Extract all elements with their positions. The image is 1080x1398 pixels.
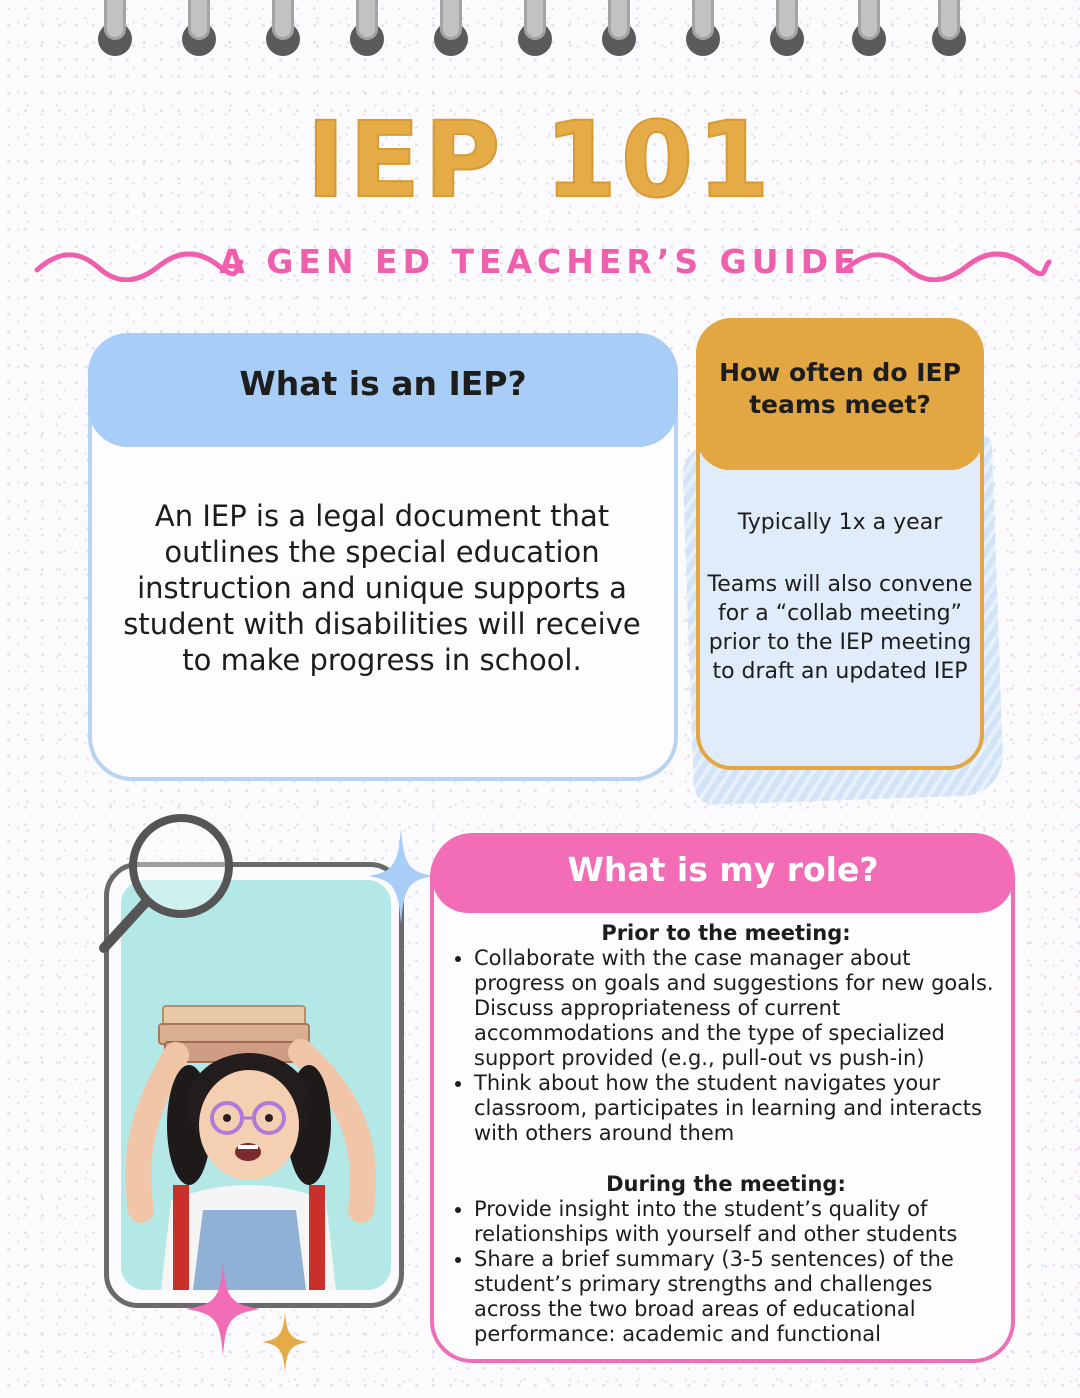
page-title: IEP 101 — [306, 99, 774, 221]
spiral-ring — [932, 0, 966, 54]
sparkle-icon-gold — [262, 1312, 308, 1372]
my-role-heading: What is my role? — [567, 850, 879, 889]
magnifying-glass-icon — [86, 808, 246, 978]
spiral-ring — [182, 0, 216, 54]
spiral-ring — [686, 0, 720, 54]
what-is-iep-body: An IEP is a legal document that outlines the special education instruction and unique supports a student with disabilities will receive to make progress in school. — [123, 499, 641, 677]
how-often-heading: How often do IEP teams meet? — [719, 358, 961, 419]
spiral-ring — [434, 0, 468, 54]
prior-item: • Think about how the student navigates your classroom, participates in learning and interacts with others around them — [474, 1071, 1006, 1146]
prior-section — [446, 921, 1006, 1146]
spiral-ring — [350, 0, 384, 54]
spiral-ring — [602, 0, 636, 54]
prior-heading: Prior to the meeting: — [601, 921, 851, 945]
what-is-iep-heading: What is an IEP? — [239, 364, 527, 403]
page-subtitle: A GEN ED TEACHER’S GUIDE — [219, 242, 861, 281]
during-item: • Provide insight into the student’s quality of relationships with yourself and other students — [474, 1197, 1006, 1247]
during-section — [446, 1172, 1006, 1347]
spiral-ring — [266, 0, 300, 54]
spiral-ring — [98, 0, 132, 54]
spiral-ring — [518, 0, 552, 54]
how-often-details: Teams will also convene for a “collab meeting” prior to the IEP meeting to draft an updated IEP — [707, 572, 973, 684]
how-often-frequency: Typically 1x a year — [737, 510, 943, 535]
sparkle-icon-blue — [368, 828, 434, 924]
sparkle-icon-pink — [186, 1262, 260, 1356]
spiral-ring — [770, 0, 804, 54]
during-item: • Share a brief summary (3-5 sentences) of the student’s primary strengths and challenges across the two broad areas of educational performance: academic and functional — [474, 1247, 1006, 1347]
spiral-ring — [852, 0, 886, 54]
during-heading: During the meeting: — [606, 1172, 846, 1196]
prior-item: • Collaborate with the case manager about progress on goals and suggestions for new goals. Discuss appropriateness of current accommodations and the type of specialized support provided (e.g., pull-out vs push-in) — [474, 946, 1006, 1071]
